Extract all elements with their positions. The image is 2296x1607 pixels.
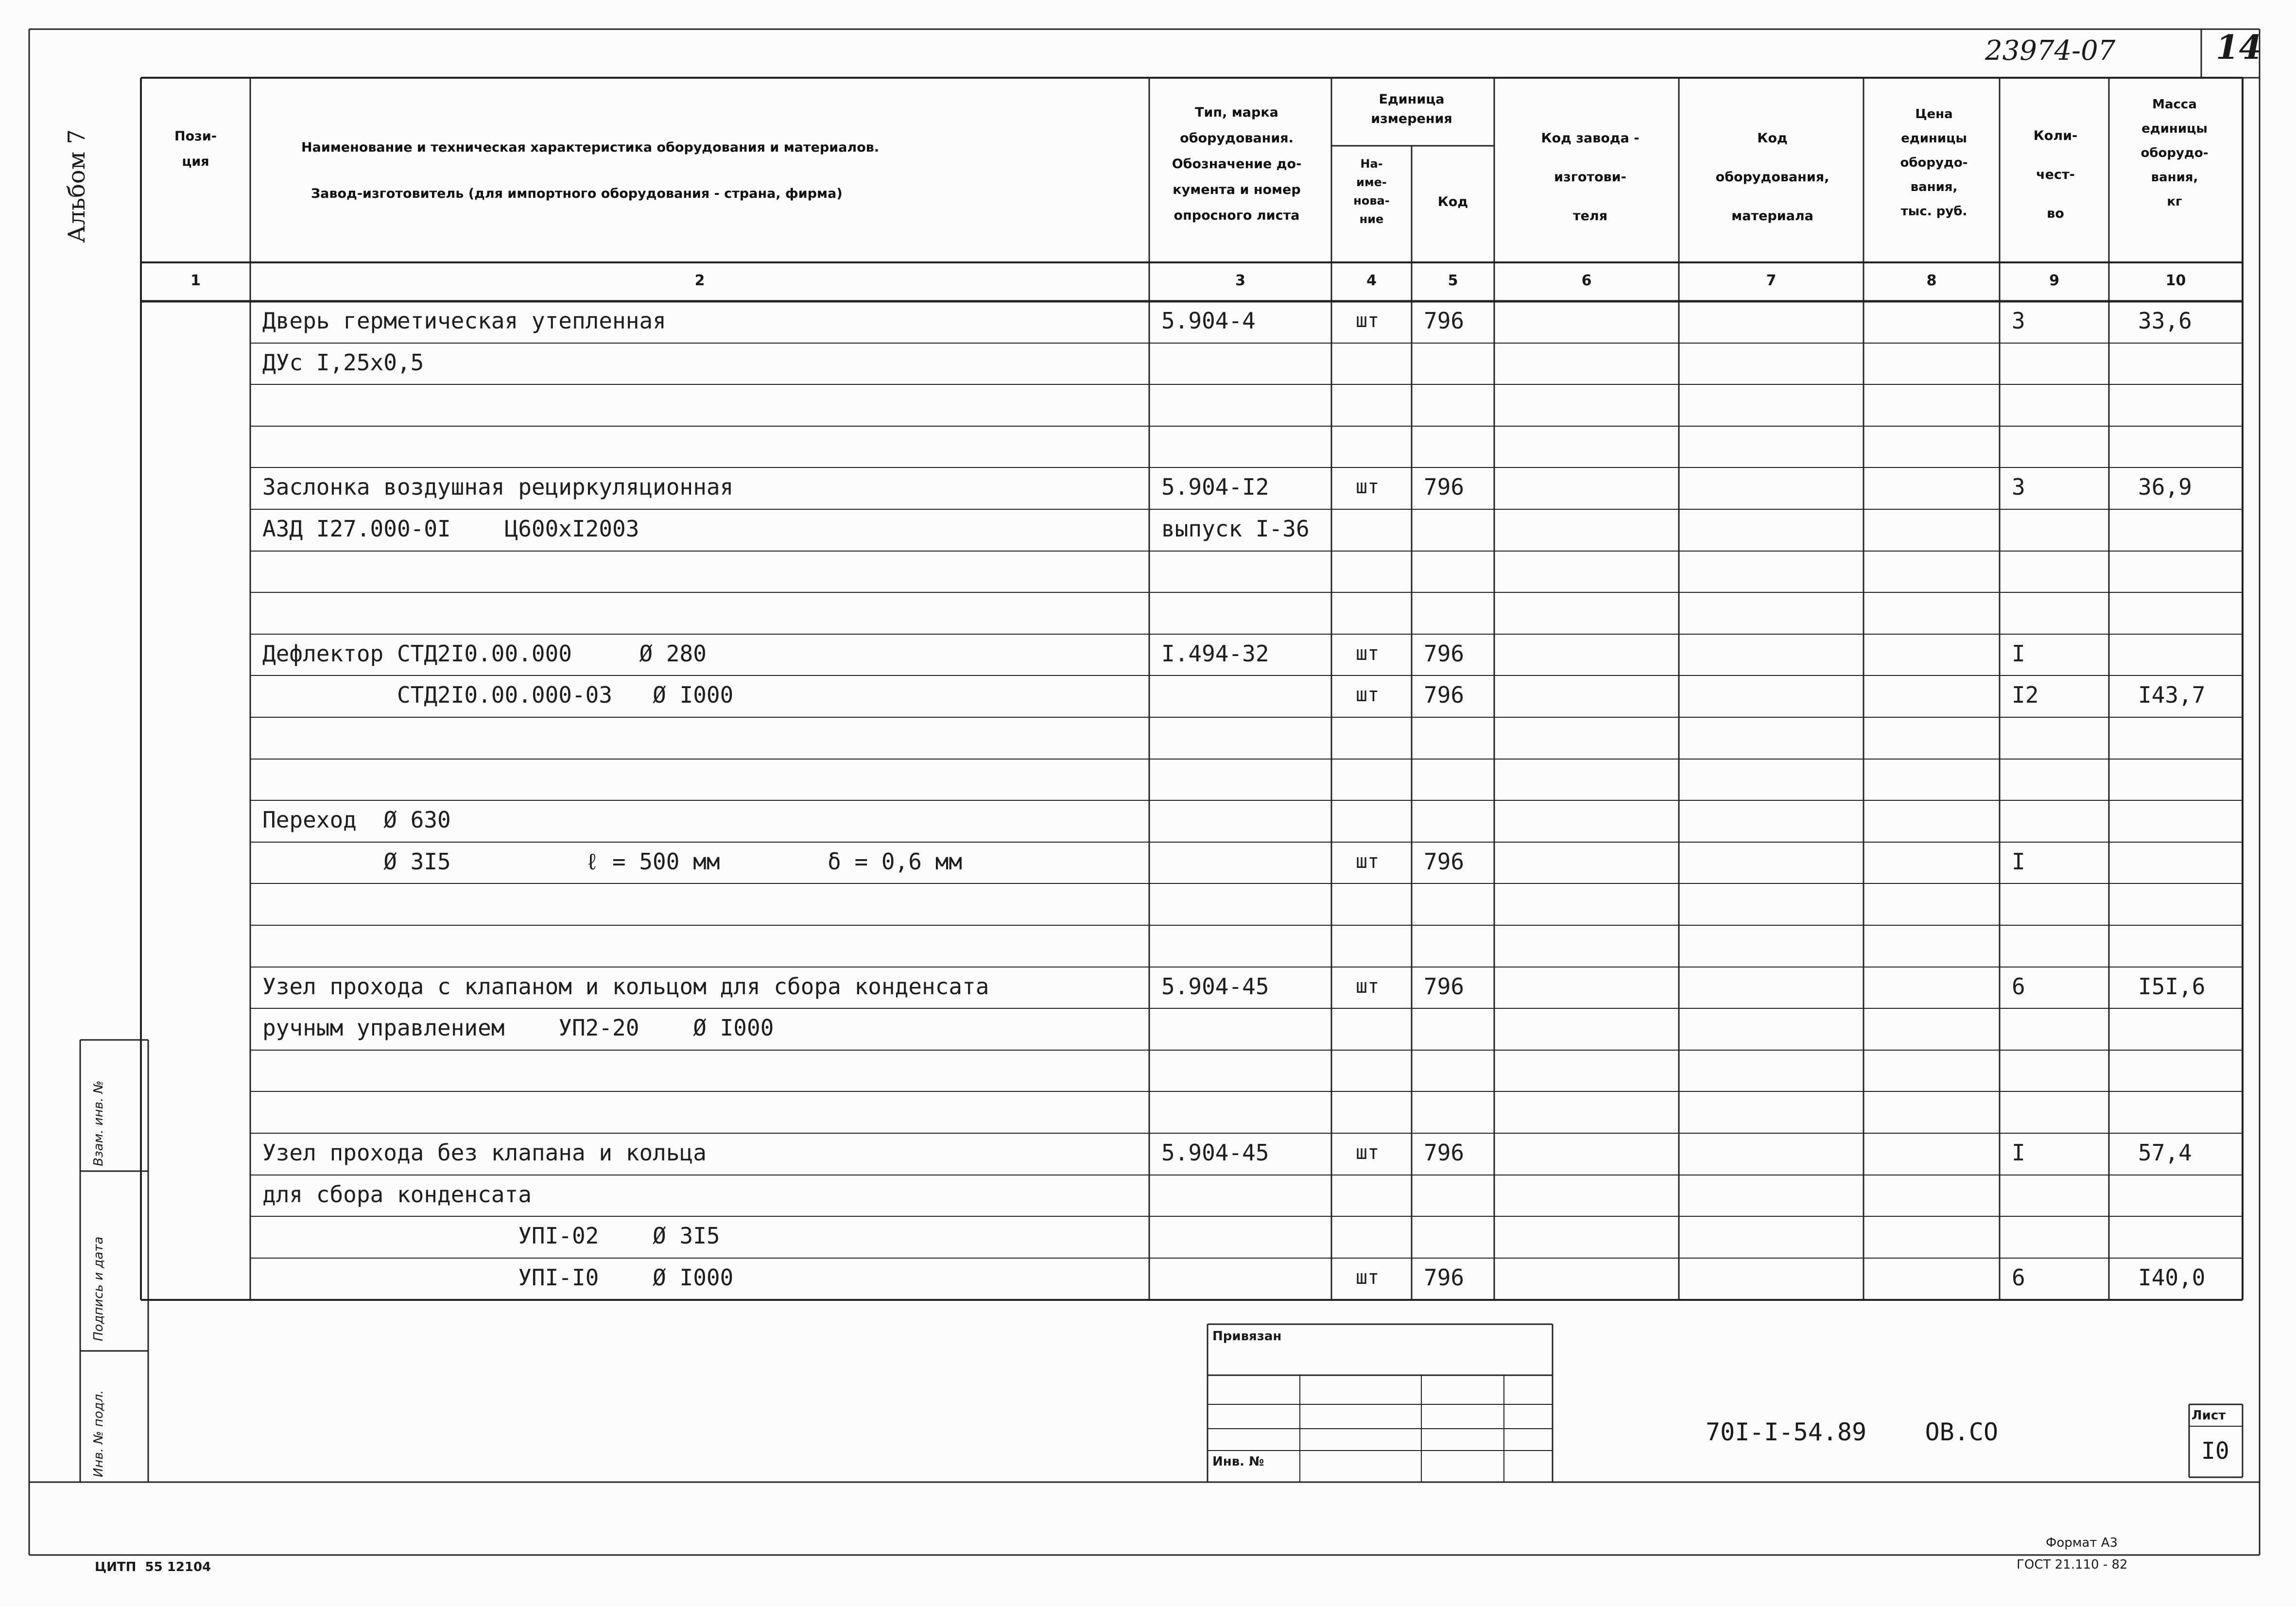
footer-code: ЦИТП 55 12104 <box>95 1560 211 1574</box>
row-10-qty: I2 <box>2012 682 2039 708</box>
header-unit-group: Единица измерения <box>1371 92 1452 126</box>
footer-format: Формат А3 <box>2046 1536 2118 1550</box>
row-18-name: ручным управлением УП2-20 Ø I000 <box>262 1015 774 1041</box>
row-24-qty: 6 <box>2012 1264 2025 1291</box>
row-5-unit: шт <box>1356 476 1380 499</box>
header-equipment-code: Код оборудования, материала <box>1715 131 1830 224</box>
row-2-name: ДУс I,25х0,5 <box>262 349 424 376</box>
row-1-doc: 5.904-4 <box>1161 308 1256 334</box>
row-17-doc: 5.904-45 <box>1161 973 1269 1000</box>
header-unit-code: Код <box>1437 194 1468 209</box>
header-name: Наименование и техническая характеристика оборудования и материалов. Завод-изготовитель (для импортного оборудования - страна, фирма) <box>301 140 880 201</box>
row-21-code: 796 <box>1424 1140 1465 1166</box>
row-1-name: Дверь герметическая утепленная <box>262 308 666 334</box>
sheet-label: Лист <box>2192 1408 2226 1423</box>
row-10-unit: шт <box>1356 684 1380 707</box>
row-17-qty: 6 <box>2012 973 2025 1000</box>
row-24-name: УПI-I0 Ø I000 <box>262 1264 734 1291</box>
row-9-doc: I.494-32 <box>1161 640 1269 667</box>
header-mass: Масса единицы оборудо- вания, кг <box>2141 97 2209 209</box>
row-24-unit: шт <box>1356 1266 1380 1289</box>
row-14-unit: шт <box>1356 850 1380 873</box>
column-number-5: 5 <box>1448 272 1458 289</box>
row-21-doc: 5.904-45 <box>1161 1140 1269 1166</box>
row-10-code: 796 <box>1424 682 1465 708</box>
row-10-mass: I43,7 <box>2138 682 2206 708</box>
row-14-code: 796 <box>1424 848 1465 875</box>
row-5-qty: 3 <box>2012 474 2025 501</box>
side-label-inv-podl: Инв. № подл. <box>91 1390 106 1477</box>
page-number: 14 <box>2216 28 2262 67</box>
column-number-6: 6 <box>1581 272 1592 289</box>
row-13-name: Переход Ø 630 <box>262 807 451 833</box>
row-5-code: 796 <box>1424 474 1465 501</box>
stamp-inv-no: Инв. № <box>1212 1454 1264 1469</box>
column-number-10: 10 <box>2165 272 2186 289</box>
row-17-unit: шт <box>1356 975 1380 998</box>
row-21-mass: 57,4 <box>2138 1140 2192 1166</box>
column-number-3: 3 <box>1235 272 1245 289</box>
row-21-name: Узел прохода без клапана и кольца <box>262 1140 707 1166</box>
header-unit-name: На- име- нова- ние <box>1353 157 1390 226</box>
column-number-8: 8 <box>1926 272 1937 289</box>
column-number-4: 4 <box>1366 272 1377 289</box>
row-24-mass: I40,0 <box>2138 1264 2206 1291</box>
header-position: Пози- ция <box>174 129 217 169</box>
row-1-mass: 33,6 <box>2138 308 2192 334</box>
row-23-name: УПI-02 Ø 3I5 <box>262 1223 720 1249</box>
row-1-code: 796 <box>1424 308 1465 334</box>
row-6-doc: выпуск I-36 <box>1161 516 1310 542</box>
row-9-qty: I <box>2012 640 2025 667</box>
side-label-podpis-data: Подпись и дата <box>91 1236 106 1341</box>
column-number-1: 1 <box>190 272 201 289</box>
row-17-mass: I5I,6 <box>2138 973 2206 1000</box>
sheet-code: 23974-07 <box>1985 35 2116 67</box>
header-price: Цена единицы оборудо- вания, тыс. руб. <box>1900 107 1968 219</box>
row-22-name: для сбора конденсата <box>262 1181 532 1208</box>
row-1-unit: шт <box>1356 310 1380 332</box>
row-17-code: 796 <box>1424 973 1465 1000</box>
column-number-2: 2 <box>694 272 705 289</box>
row-24-code: 796 <box>1424 1264 1465 1291</box>
row-5-name: Заслонка воздушная рециркуляционная <box>262 474 734 501</box>
row-14-qty: I <box>2012 848 2025 875</box>
column-number-7: 7 <box>1766 272 1777 289</box>
row-9-unit: шт <box>1356 642 1380 665</box>
row-21-unit: шт <box>1356 1141 1380 1164</box>
row-5-doc: 5.904-I2 <box>1161 474 1269 501</box>
header-quantity: Коли- чест- во <box>2033 128 2078 221</box>
document-designation: 70I-I-54.89 ОВ.СО <box>1706 1418 1999 1446</box>
row-17-name: Узел прохода с клапаном и кольцом для сбора конденсата <box>262 973 989 1000</box>
column-number-9: 9 <box>2049 272 2059 289</box>
row-21-qty: I <box>2012 1140 2025 1166</box>
row-10-name: СТД2I0.00.000-03 Ø I000 <box>262 682 734 708</box>
header-type: Тип, марка оборудования. Обозначение до- кумента и номер опросного листа <box>1172 105 1302 223</box>
row-6-name: АЗД I27.000-0I Ц600хI2003 <box>262 516 639 542</box>
footer-gost: ГОСТ 21.110 - 82 <box>2017 1557 2128 1572</box>
header-factory-code: Код завода - изготови- теля <box>1541 131 1640 224</box>
row-5-mass: 36,9 <box>2138 474 2192 501</box>
row-9-code: 796 <box>1424 640 1465 667</box>
sheet-number: I0 <box>2201 1437 2229 1465</box>
side-label-vzam-inv: Взам. инв. № <box>91 1080 106 1166</box>
row-14-name: Ø 3I5 ℓ = 500 мм δ = 0,6 мм <box>262 848 963 875</box>
album-label: Альбом 7 <box>63 129 90 243</box>
row-9-name: Дефлектор СТД2I0.00.000 Ø 280 <box>262 640 707 667</box>
stamp-privyazan: Привязан <box>1212 1329 1282 1344</box>
row-1-qty: 3 <box>2012 308 2025 334</box>
